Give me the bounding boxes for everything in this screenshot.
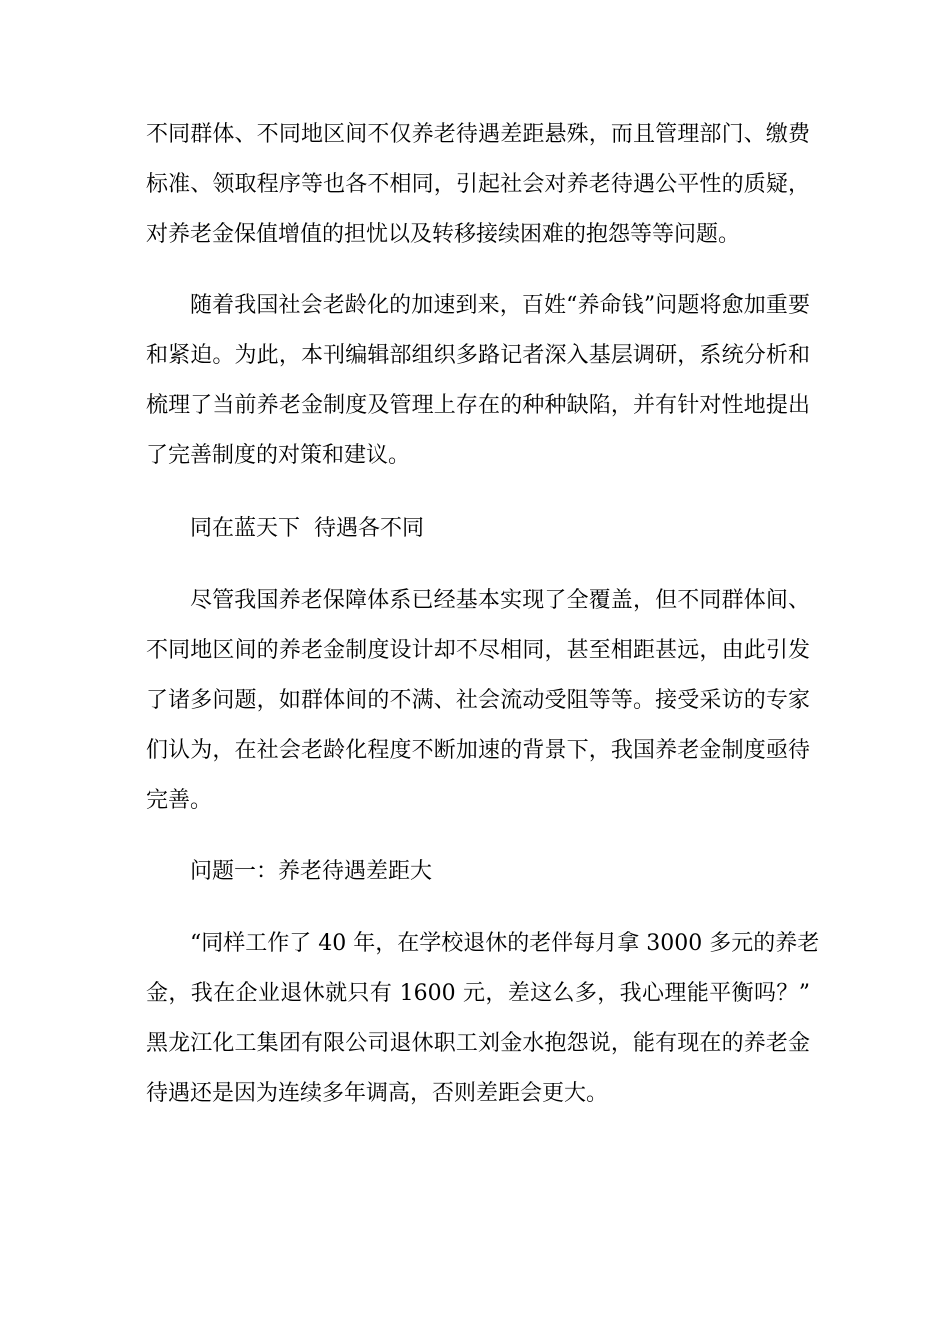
- heading-text: 问题一：养老待遇差距大: [190, 859, 433, 884]
- text-line: 不同地区间的养老金制度设计却不尽相同，甚至相距甚远，由此引发: [146, 638, 810, 663]
- paragraph-aging-society: [146, 281, 810, 481]
- section-heading-problem-one: [146, 847, 810, 897]
- text-line: 对养老金保值增值的担忧以及转移接续困难的抱怨等等问题。: [146, 222, 741, 247]
- text-line: 们认为，在社会老龄化程度不断加速的背景下，我国养老金制度亟待: [146, 738, 810, 763]
- text-line: 随着我国社会老龄化的加速到来，百姓“养命钱”问题将愈加重要: [190, 293, 810, 318]
- text-line: 待遇还是因为连续多年调高，否则差距会更大。: [146, 1081, 609, 1106]
- section-heading-same-sky: [146, 504, 810, 554]
- text-line: 黑龙江化工集团有限公司退休职工刘金水抱怨说，能有现在的养老金: [146, 1031, 810, 1056]
- text-line: “同样工作了 40 年，在学校退休的老伴每月拿 3000 多元的养老: [190, 931, 820, 956]
- text-line: 了完善制度的对策和建议。: [146, 443, 411, 468]
- heading-text: 同在蓝天下 待遇各不同: [190, 516, 424, 541]
- text-line: 梳理了当前养老金制度及管理上存在的种种缺陷，并有针对性地提出: [146, 393, 810, 418]
- text-line: 标准、领取程序等也各不相同，引起社会对养老待遇公平性的质疑，: [146, 172, 810, 197]
- text-line: 金，我在企业退休就只有 1600 元，差这么多，我心理能平衡吗？”: [146, 981, 810, 1006]
- text-line: 尽管我国养老保障体系已经基本实现了全覆盖，但不同群体间、: [190, 588, 810, 613]
- text-line: 完善。: [146, 788, 213, 813]
- text-line: 不同群体、不同地区间不仅养老待遇差距悬殊，而且管理部门、缴费: [146, 122, 810, 147]
- text-line: 了诸多问题，如群体间的不满、社会流动受阻等等。接受采访的专家: [146, 688, 810, 713]
- paragraph-intro-continuation: [146, 110, 810, 260]
- paragraph-coverage: [146, 576, 810, 826]
- paragraph-quote-liu-jinshui: [146, 919, 820, 1119]
- text-line: 和紧迫。为此，本刊编辑部组织多路记者深入基层调研，系统分析和: [146, 343, 810, 368]
